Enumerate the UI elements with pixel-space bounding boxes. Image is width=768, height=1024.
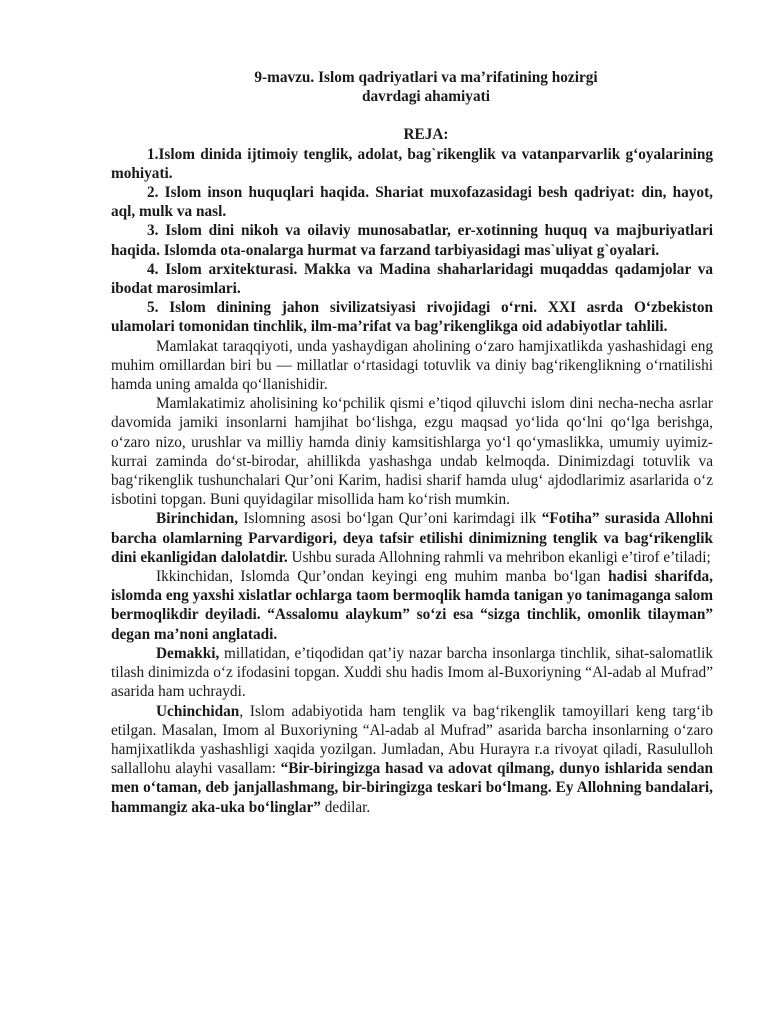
- paragraph-5-text-1: millatidan, e’tiqodidan qat’iy nazar barcha insonlarga tinchlik, sihat-salomatlik tilash dinimizda o‘z ifodasini topgan. Xuddi shu hadis Imom al-Buxoriyning “Al-adab al Mufrad” asarida ham uchraydi.: [111, 644, 713, 701]
- paragraph-3: [111, 509, 713, 567]
- paragraph-6-lead: Uchinchidan: [156, 702, 240, 720]
- plan-item-3: 3. Islom dini nikoh va oilaviy munosabatlar, er-xotinning huquq va majburiyatlari haqida. Islomda ota-onalarga hurmat va farzand tarbiyasidagi mas`uliyat g`oyalari.: [111, 222, 713, 259]
- paragraph-6: [111, 702, 713, 817]
- paragraph-4-bold-1: hadisi sharifda, islomda eng yaxshi xislatlar ochlarga taom bermoqlik hamda tanigan yo tanimaganga salom bermoqlikdir deyiladi. “Assalomu alaykum” so‘zi esa “sizga tinchlik, omonlik tilayman” degan ma’noni anglatadi.: [111, 568, 713, 643]
- plan-item-2: 2. Islom inson huquqlari haqida. Shariat muxofazasidagi besh qadriyat: din, hayot, aql, mulk va nasl.: [111, 184, 713, 221]
- document-page: [111, 68, 713, 817]
- paragraph-3-bold-1: “Fotiha” surasida Allohni barcha olamlarning Parvardigori, deya tafsir etilishi dinimizning tenglik va bag‘rikenglik dini ekanligidan dalolatdir.: [111, 510, 713, 566]
- paragraph-4: [111, 567, 713, 644]
- plan-item-5: 5. Islom dinining jahon sivilizatsiyasi rivojidagi o‘rni. XXI asrda O‘zbekiston ulamolari tomonidan tinchlik, ilm-ma’rifat va bag’rikenglikga oid adabiyotlar tahlili.: [111, 299, 713, 336]
- title-line-1: 9-mavzu. Islom qadriyatlari va ma’rifatining hozirgi: [254, 69, 598, 86]
- title-line-2: davrdagi ahamiyati: [362, 88, 490, 106]
- paragraph-4-text-1: Ikkinchidan, Islomda Qur’ondan keyingi eng muhim manba bo‘lgan: [156, 568, 609, 586]
- paragraph-6-text-1: , Islom adabiyotida ham tenglik va bag‘rikenglik tamoyillari keng targ‘ib etilgan. Masalan, Imom al Buxoriyning “Al-adab al Mufrad” asarida barcha insonlarning o‘zaro hamjixatlikda yashashligi xaqida yozilgan. Jumladan, Abu Hurayra r.a rivoyat qiladi, Rasululloh sallallohu alayhi vasallam:: [111, 702, 713, 778]
- paragraph-3-text-1: Islomning asosi bo‘lgan Qur’oni karimdagi ilk: [238, 510, 542, 528]
- paragraph-6-text-2: dedilar.: [320, 798, 371, 816]
- plan-item-1: 1.Islom dinida ijtimoiy tenglik, adolat, bag`rikenglik va vatanparvarlik g‘oyalarining mohiyati.: [111, 145, 713, 182]
- plan-item-4: 4. Islom arxitekturasi. Makka va Madina shaharlaridagi muqaddas qadamjolar va ibodat marosimlari.: [111, 260, 713, 298]
- paragraph-1: Mamlakat taraqqiyoti, unda yashaydigan aholining o‘zaro hamjixatlikda yashashidagi eng muhim omillardan biri bu — millatlar o‘rtasidagi totuvlik va diniy bag‘rikenglikning o‘rnatilishi hamda uning amalda qo‘llanishidir.: [111, 337, 713, 394]
- document-title: [111, 68, 713, 106]
- paragraph-3-text-2: Ushbu surada Allohning rahmli va mehribon ekanligi e’tirof e’tiladi;: [287, 548, 711, 566]
- paragraph-5: [111, 644, 713, 702]
- paragraph-6-bold-1: “Bir-biringizga hasad va adovat qilmang, dunyo ishlarida sendan men o‘taman, deb janjallashmang, bir-biringizga teskari bo‘lmang. Ey Allohning bandalari, hammangiz aka-uka bo‘linglar”: [111, 760, 713, 816]
- plan-heading: REJA:: [403, 126, 449, 144]
- paragraph-2: Mamlakatimiz aholisining ko‘pchilik qismi e’tiqod qiluvchi islom dini necha-necha asrlar davomida jamiki insonlarni hamjihat bo‘lishga, ezgu maqsad yo‘lida qo‘lni qo‘lga berishga, o‘zaro nizo, urushlar va milliy hamda diniy kamsitishlarga yo‘l qo‘ymaslikka, umumiy uyimiz-kurrai zaminda do‘st-birodar, ahillikda yashashga undab kelmoqda. Dinimizdagi totuvlik va bag‘rikenglik tushunchalari Qur’oni Karim, hadisi sharif hamda ulug‘ ajdodlarimiz asarlarida o‘z isbotini topgan. Buni quyidagilar misollida ham ko‘rish mumkin.: [111, 395, 713, 509]
- paragraph-5-lead: Demakki,: [156, 644, 220, 662]
- paragraph-3-lead: Birinchidan,: [156, 510, 239, 528]
